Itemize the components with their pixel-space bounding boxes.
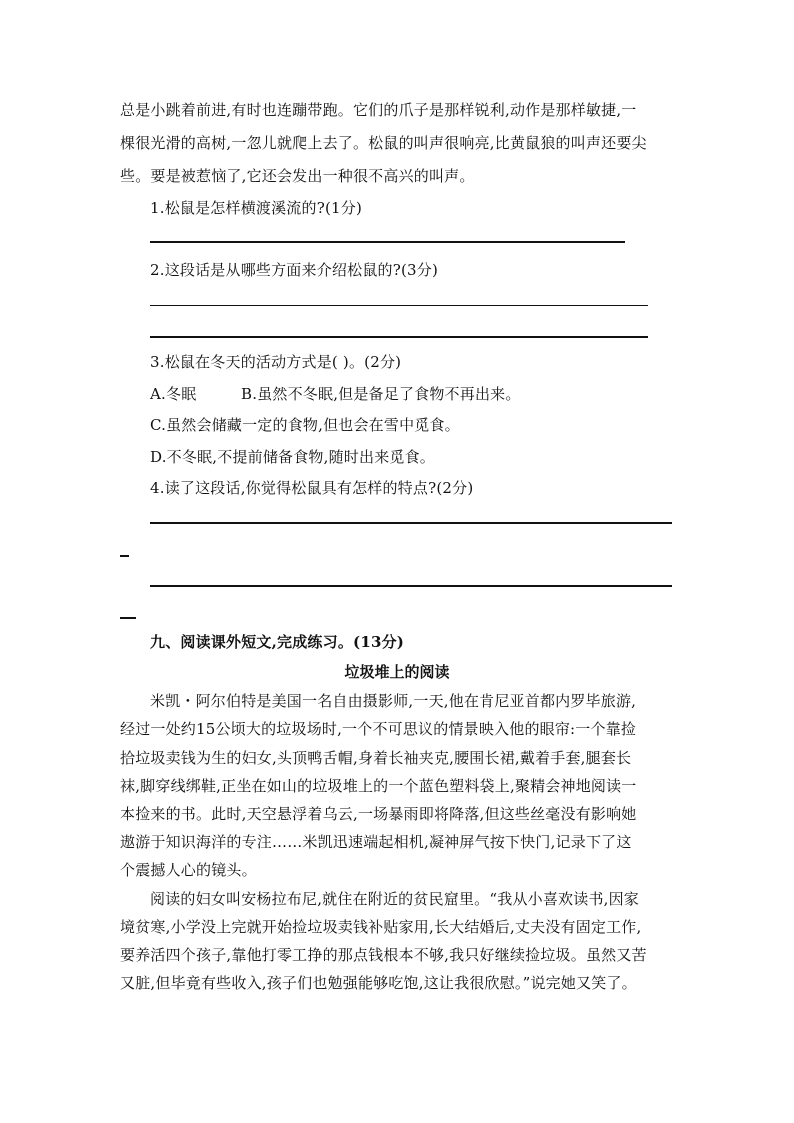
answer-line-q4-b[interactable] xyxy=(150,585,672,587)
passage-line-2: 棵很光滑的高树,一忽儿就爬上去了。松鼠的叫声很响亮,比黄鼠狼的叫声还要尖 xyxy=(120,134,647,152)
answer-line-q1[interactable] xyxy=(150,241,625,243)
question-4: 4.读了这段话,你觉得松鼠具有怎样的特点?(2分) xyxy=(150,479,474,497)
question-1: 1.松鼠是怎样横渡溪流的?(1分) xyxy=(150,199,363,217)
para1-line-5: 本捡来的书。此时,天空悬浮着乌云,一场暴雨即将降落,但这些丝毫没有影响她 xyxy=(120,805,637,823)
answer-line-q4-a[interactable] xyxy=(150,522,672,524)
article-title: 垃圾堆上的阅读 xyxy=(344,663,450,681)
passage-line-3: 些。要是被惹恼了,它还会发出一种很不高兴的叫声。 xyxy=(120,167,475,185)
answer-line-q2-a[interactable] xyxy=(150,305,648,306)
para2-line-1: 阅读的妇女叫安杨拉布尼,就住在附近的贫民窟里。“我从小喜欢读书,因家 xyxy=(150,890,640,908)
question-3: 3.松鼠在冬天的活动方式是( )。(2分) xyxy=(150,353,402,371)
section-9-heading: 九、阅读课外短文,完成练习。(13分) xyxy=(150,633,405,651)
answer-line-q4-a-wrap xyxy=(120,555,129,557)
para1-line-1: 米凯・阿尔伯特是美国一名自由摄影师,一天,他在肯尼亚首都内罗毕旅游, xyxy=(150,692,637,710)
para1-line-6: 遨游于知识海洋的专注……米凯迅速端起相机,凝神屏气按下快门,记录下了这 xyxy=(120,833,632,851)
para1-line-3: 拾垃圾卖钱为生的妇女,头顶鸭舌帽,身着长袖夹克,腰围长裙,戴着手套,腿套长 xyxy=(120,749,632,767)
para2-line-3: 要养活四个孩子,靠他打零工挣的那点钱根本不够,我只好继续捡垃圾。虽然又苦 xyxy=(120,946,647,964)
para1-line-7: 个震撼人心的镜头。 xyxy=(120,861,257,879)
passage-line-1: 总是小跳着前进,有时也连蹦带跑。它们的爪子是那样锐利,动作是那样敏捷,一 xyxy=(120,101,637,119)
para1-line-2: 经过一处约15公顷大的垃圾场时,一个不可思议的情景映入他的眼帘:一个靠捡 xyxy=(120,720,637,738)
para2-line-2: 境贫寒,小学没上完就开始捡垃圾卖钱补贴家用,长大结婚后,丈夫没有固定工作, xyxy=(120,918,642,936)
answer-line-q4-b-wrap xyxy=(120,617,136,619)
para2-line-4: 又脏,但毕竟有些收入,孩子们也勉强能够吃饱,这让我很欣慰。”说完她又笑了。 xyxy=(120,974,637,992)
option-a[interactable]: A.冬眠 xyxy=(150,385,197,403)
question-2: 2.这段话是从哪些方面来介绍松鼠的?(3分) xyxy=(150,261,439,279)
option-d[interactable]: D.不冬眠,不提前储备食物,随时出来觅食。 xyxy=(150,448,435,466)
option-b[interactable]: B.虽然不冬眠,但是备足了食物不再出来。 xyxy=(241,385,521,403)
para1-line-4: 袜,脚穿线绑鞋,正坐在如山的垃圾堆上的一个蓝色塑料袋上,聚精会神地阅读一 xyxy=(120,777,637,795)
option-c[interactable]: C.虽然会储藏一定的食物,但也会在雪中觅食。 xyxy=(150,416,460,434)
answer-line-q2-b[interactable] xyxy=(150,336,648,338)
